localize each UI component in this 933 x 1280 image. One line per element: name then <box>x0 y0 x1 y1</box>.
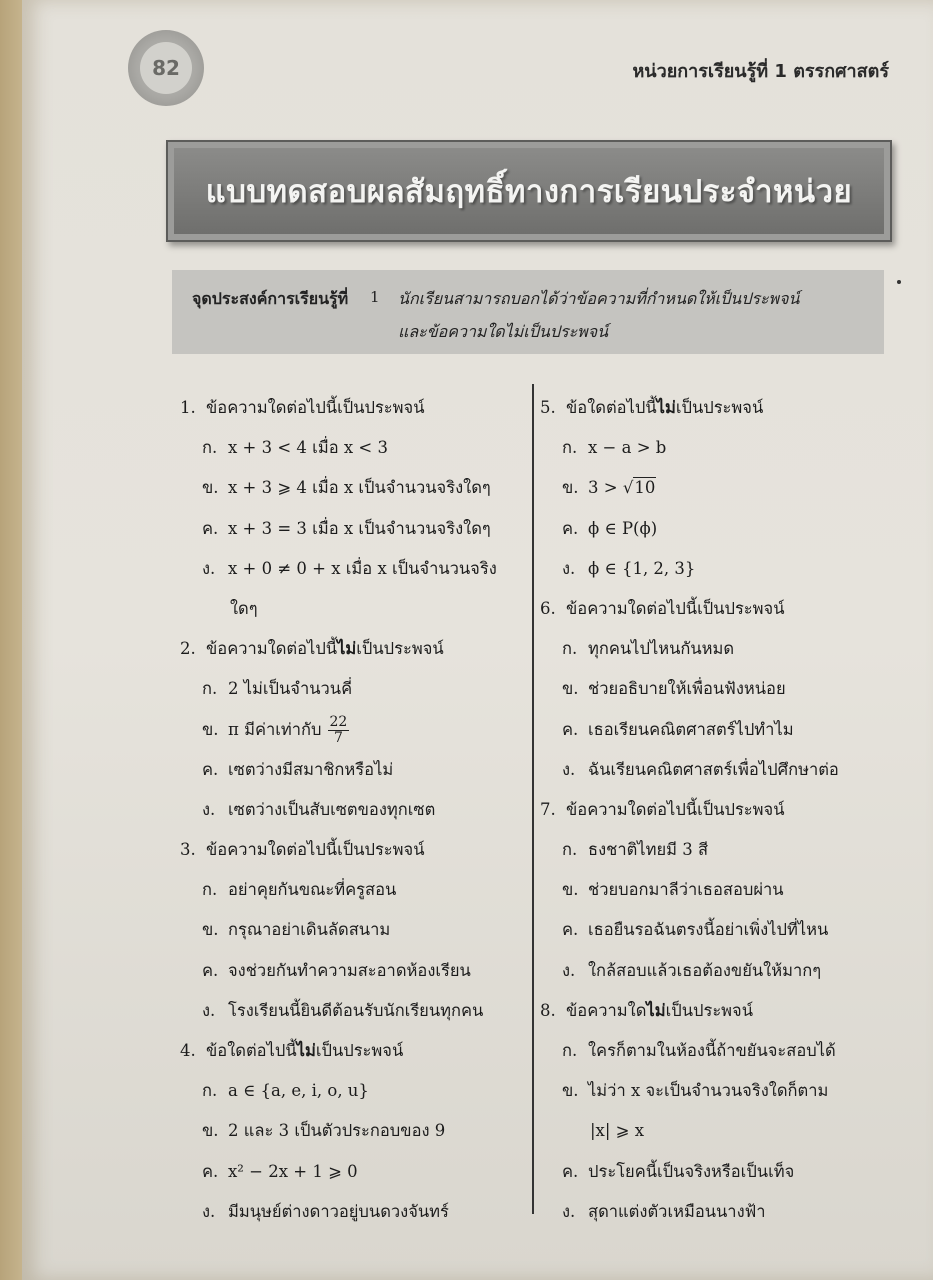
choice-4a: ก. a ∈ {a, e, i, o, u} <box>202 1081 369 1101</box>
question-1: 1. ข้อความใดต่อไปนี้เป็นประพจน์ <box>180 398 425 417</box>
sqrt-radicand: 10 <box>634 478 656 498</box>
choice-6d: ง. ฉันเรียนคณิตศาสตร์เพื่อไปศึกษาต่อ <box>562 759 839 779</box>
choice-3c: ค. จงช่วยกันทำความสะอาดห้องเรียน <box>202 960 471 980</box>
choice-7b: ข. ช่วยบอกมาลีว่าเธอสอบผ่าน <box>562 880 784 900</box>
ink-dot <box>897 280 901 284</box>
question-5: 5. ข้อใดต่อไปนี้ไม่เป็นประพจน์ <box>540 398 764 417</box>
column-divider <box>532 384 534 1214</box>
choice-1d-continued: ใดๆ <box>230 598 258 618</box>
page-number: 82 <box>140 42 192 94</box>
objective-label: จุดประสงค์การเรียนรู้ที่ <box>192 289 349 308</box>
choice-6b: ข. ช่วยอธิบายให้เพื่อนฟังหน่อย <box>562 679 786 699</box>
question-8: 8. ข้อความใดไม่เป็นประพจน์ <box>540 1000 754 1020</box>
choice-7a: ก. ธงชาติไทยมี 3 สี <box>562 840 709 860</box>
choice-2d: ง. เซตว่างเป็นสับเซตของทุกเซต <box>202 799 436 819</box>
running-head: หน่วยการเรียนรู้ที่ 1 ตรรกศาสตร์ <box>632 61 889 82</box>
choice-5b: ข. 3 > √10 <box>562 478 656 498</box>
fraction-22-over-7: $\frac{22}{7}$ <box>329 713 348 746</box>
choice-3a: ก. อย่าคุยกันขณะที่ครูสอน <box>202 880 397 900</box>
left-column <box>180 388 525 1232</box>
question-4: 4. ข้อใดต่อไปนี้ไม่เป็นประพจน์ <box>180 1041 404 1060</box>
choice-4d: ง. มีมนุษย์ต่างดาวอยู่บนดวงจันทร์ <box>202 1201 449 1221</box>
question-2: 2. ข้อความใดต่อไปนี้ไม่เป็นประพจน์ <box>180 639 444 659</box>
choice-3b: ข. กรุณาอย่าเดินลัดสนาม <box>202 920 391 940</box>
choice-1a: ก. x + 3 < 4 เมื่อ x < 3 <box>202 438 388 458</box>
choice-1d: ง. x + 0 ≠ 0 + x เมื่อ x เป็นจำนวนจริง <box>202 558 497 578</box>
choice-2b: ข. π มีค่าเท่ากับ $\frac{22}{7}$ <box>202 713 348 746</box>
choice-4b: ข. 2 และ 3 เป็นตัวประกอบของ 9 <box>202 1121 446 1141</box>
sqrt-symbol: √ <box>622 478 634 498</box>
question-6: 6. ข้อความใดต่อไปนี้เป็นประพจน์ <box>540 598 785 618</box>
objective-text-line1: นักเรียนสามารถบอกได้ว่าข้อความที่กำหนดให้เป็นประพจน์ <box>398 289 800 308</box>
objective-number: 1 <box>370 288 380 306</box>
question-7: 7. ข้อความใดต่อไปนี้เป็นประพจน์ <box>540 799 785 819</box>
choice-4c: ค. x² − 2x + 1 ⩾ 0 <box>202 1161 358 1181</box>
choice-3d: ง. โรงเรียนนี้ยินดีต้อนรับนักเรียนทุกคน <box>202 1000 484 1020</box>
choice-2a: ก. 2 ไม่เป็นจำนวนคี่ <box>202 679 353 699</box>
right-column <box>540 388 895 1232</box>
choice-8a: ก. ใครก็ตามในห้องนี้ถ้าขยันจะสอบได้ <box>562 1041 836 1060</box>
choice-5a: ก. x − a > b <box>562 438 667 458</box>
choice-5c: ค. ϕ ∈ P(ϕ) <box>562 518 658 538</box>
choice-1b: ข. x + 3 ⩾ 4 เมื่อ x เป็นจำนวนจริงใดๆ <box>202 478 491 498</box>
choice-8b-continued: |x| ⩾ x <box>590 1121 645 1141</box>
choice-6c: ค. เธอเรียนคณิตศาสตร์ไปทำไม <box>562 719 794 739</box>
choice-2c: ค. เซตว่างมีสมาชิกหรือไม่ <box>202 759 394 779</box>
choice-8b: ข. ไม่ว่า x จะเป็นจำนวนจริงใดก็ตาม <box>562 1081 829 1101</box>
choice-8d: ง. สุดาแต่งตัวเหมือนนางฟ้า <box>562 1201 766 1221</box>
choice-8c: ค. ประโยคนี้เป็นจริงหรือเป็นเท็จ <box>562 1161 795 1181</box>
title-banner <box>166 140 892 242</box>
choice-1c: ค. x + 3 = 3 เมื่อ x เป็นจำนวนจริงใดๆ <box>202 518 491 538</box>
choice-5d: ง. ϕ ∈ {1, 2, 3} <box>562 558 696 578</box>
objective-text-line2: และข้อความใดไม่เป็นประพจน์ <box>398 322 609 341</box>
banner-title: แบบทดสอบผลสัมฤทธิ์ทางการเรียนประจำหน่วย <box>205 174 853 210</box>
objective-box <box>172 270 884 354</box>
page-number-badge <box>128 30 204 106</box>
choice-7c: ค. เธอยืนรอฉันตรงนี้อย่าเพิ่งไปที่ไหน <box>562 920 829 940</box>
choice-7d: ง. ใกล้สอบแล้วเธอต้องขยันให้มากๆ <box>562 960 822 980</box>
question-3: 3. ข้อความใดต่อไปนี้เป็นประพจน์ <box>180 840 425 860</box>
choice-6a: ก. ทุกคนไปไหนกันหมด <box>562 639 735 659</box>
